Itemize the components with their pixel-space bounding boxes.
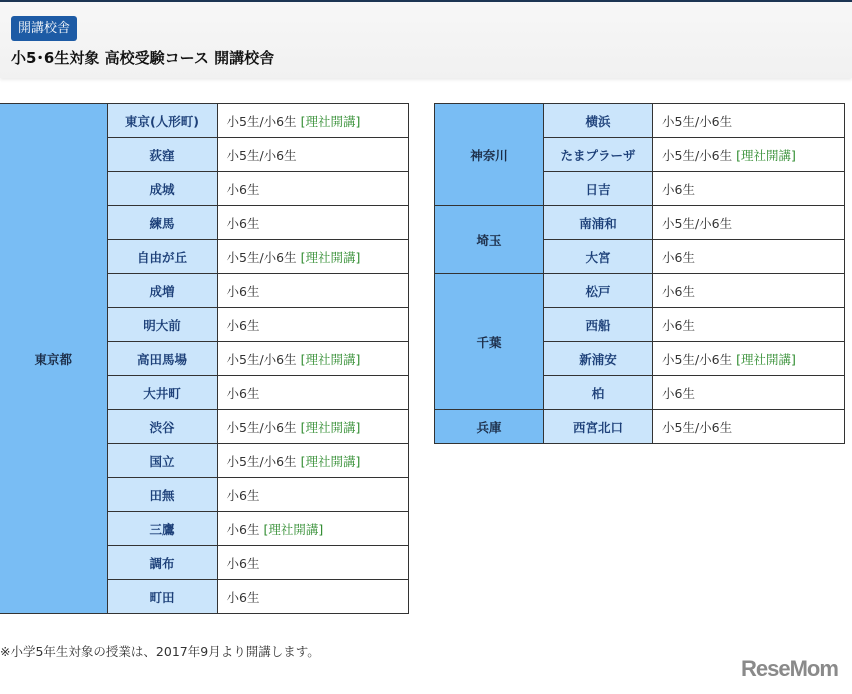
campus-name-cell: 成増 [107,274,217,308]
grades-text: 小5生/小6生 [662,351,733,367]
grades-cell [653,104,845,138]
grades-cell [653,240,845,274]
grades-text: 小5生/小6生 [226,453,297,469]
campus-name-cell: 町田 [107,580,217,614]
grades-text: 小6生 [662,317,695,333]
science-social-note: [理社開講] [300,419,361,435]
grades-cell [653,410,845,444]
grades-text: 小6生 [226,283,260,299]
grades-text: 小5生/小6生 [226,113,297,129]
grades-text: 小5生/小6生 [226,351,297,367]
campus-name-cell: 調布 [107,546,217,580]
campus-name-cell: 高田馬場 [107,342,217,376]
page-header [0,0,852,78]
campus-name-cell: 西宮北口 [544,410,653,444]
campus-name-cell: 西船 [544,308,653,342]
campus-name-cell: 大井町 [107,376,217,410]
grades-cell [217,240,408,274]
section-badge: 開講校舎 [11,16,77,41]
campus-name-cell: たまプラーザ [544,138,653,172]
campus-name-cell: 横浜 [544,104,653,138]
campus-name-cell: 練馬 [107,206,217,240]
grades-cell [217,478,408,512]
grades-text: 小5生/小6生 [662,147,733,163]
science-social-note: [理社開講] [736,351,796,367]
grades-cell [217,512,408,546]
grades-cell [653,308,845,342]
grades-text: 小5生/小6生 [226,419,297,435]
grades-cell [653,206,845,240]
grades-text: 小6生 [226,317,260,333]
table-row [0,104,408,138]
grades-text: 小6生 [226,589,260,605]
grades-cell [217,410,408,444]
campus-name-cell: 成城 [107,172,217,206]
campus-name-cell: 大宮 [544,240,653,274]
grades-text: 小5生/小6生 [662,113,733,129]
grades-cell [653,172,845,206]
campus-name-cell: 自由が丘 [107,240,217,274]
grades-text: 小6生 [226,487,260,503]
grades-text: 小6生 [662,249,695,265]
resemom-logo: ReseMom [741,656,838,681]
grades-cell [653,342,845,376]
campus-name-cell: 松戸 [544,274,653,308]
grades-cell [217,172,408,206]
grades-cell [653,376,845,410]
grades-cell [217,206,408,240]
campus-name-cell: 国立 [107,444,217,478]
science-social-note: [理社開講] [736,147,796,163]
grades-text: 小6生 [226,385,260,401]
table-row [435,206,845,240]
grades-text: 小6生 [662,385,695,401]
science-social-note: [理社開講] [300,453,361,469]
grades-cell [217,376,408,410]
grades-cell [217,274,408,308]
prefecture-cell: 東京都 [0,104,107,614]
campus-name-cell: 田無 [107,478,217,512]
campus-name-cell: 三鷹 [107,512,217,546]
grades-cell [217,342,408,376]
grades-text: 小5生/小6生 [226,249,297,265]
campus-name-cell: 荻窪 [107,138,217,172]
science-social-note: [理社開講] [300,351,361,367]
prefecture-cell: 神奈川 [435,104,544,206]
grades-text: 小5生/小6生 [662,419,733,435]
grades-text: 小5生/小6生 [662,215,733,231]
table-row [435,410,845,444]
prefecture-cell: 兵庫 [435,410,544,444]
grades-cell [217,308,408,342]
prefecture-cell: 埼玉 [435,206,544,274]
grades-text: 小6生 [226,181,260,197]
campus-name-cell: 明大前 [107,308,217,342]
grades-cell [653,138,845,172]
campus-name-cell: 柏 [544,376,653,410]
grades-cell [653,274,845,308]
grades-text: 小5生/小6生 [226,147,297,163]
table-row [435,104,845,138]
grades-text: 小6生 [662,283,695,299]
science-social-note: [理社開講] [300,113,361,129]
grades-cell [217,104,408,138]
campus-table-tokyo [0,103,409,614]
science-social-note: [理社開講] [300,249,361,265]
footnote: ※小学5年生対象の授業は、2017年9月より開講します。 [0,644,320,659]
grades-text: 小6生 [226,555,260,571]
grades-cell [217,138,408,172]
grades-cell [217,580,408,614]
page-title: 小5･6生対象 高校受験コース 開講校舎 [11,49,275,67]
campus-name-cell: 新浦安 [544,342,653,376]
prefecture-cell: 千葉 [435,274,544,410]
table-row [435,274,845,308]
grades-text: 小6生 [226,521,260,537]
grades-cell [217,546,408,580]
campus-name-cell: 東京(人形町) [107,104,217,138]
campus-name-cell: 南浦和 [544,206,653,240]
campus-name-cell: 日吉 [544,172,653,206]
campus-name-cell: 渋谷 [107,410,217,444]
grades-cell [217,444,408,478]
science-social-note: [理社開講] [263,521,324,537]
campus-table-other [434,103,845,444]
grades-text: 小6生 [662,181,695,197]
grades-text: 小6生 [226,215,260,231]
